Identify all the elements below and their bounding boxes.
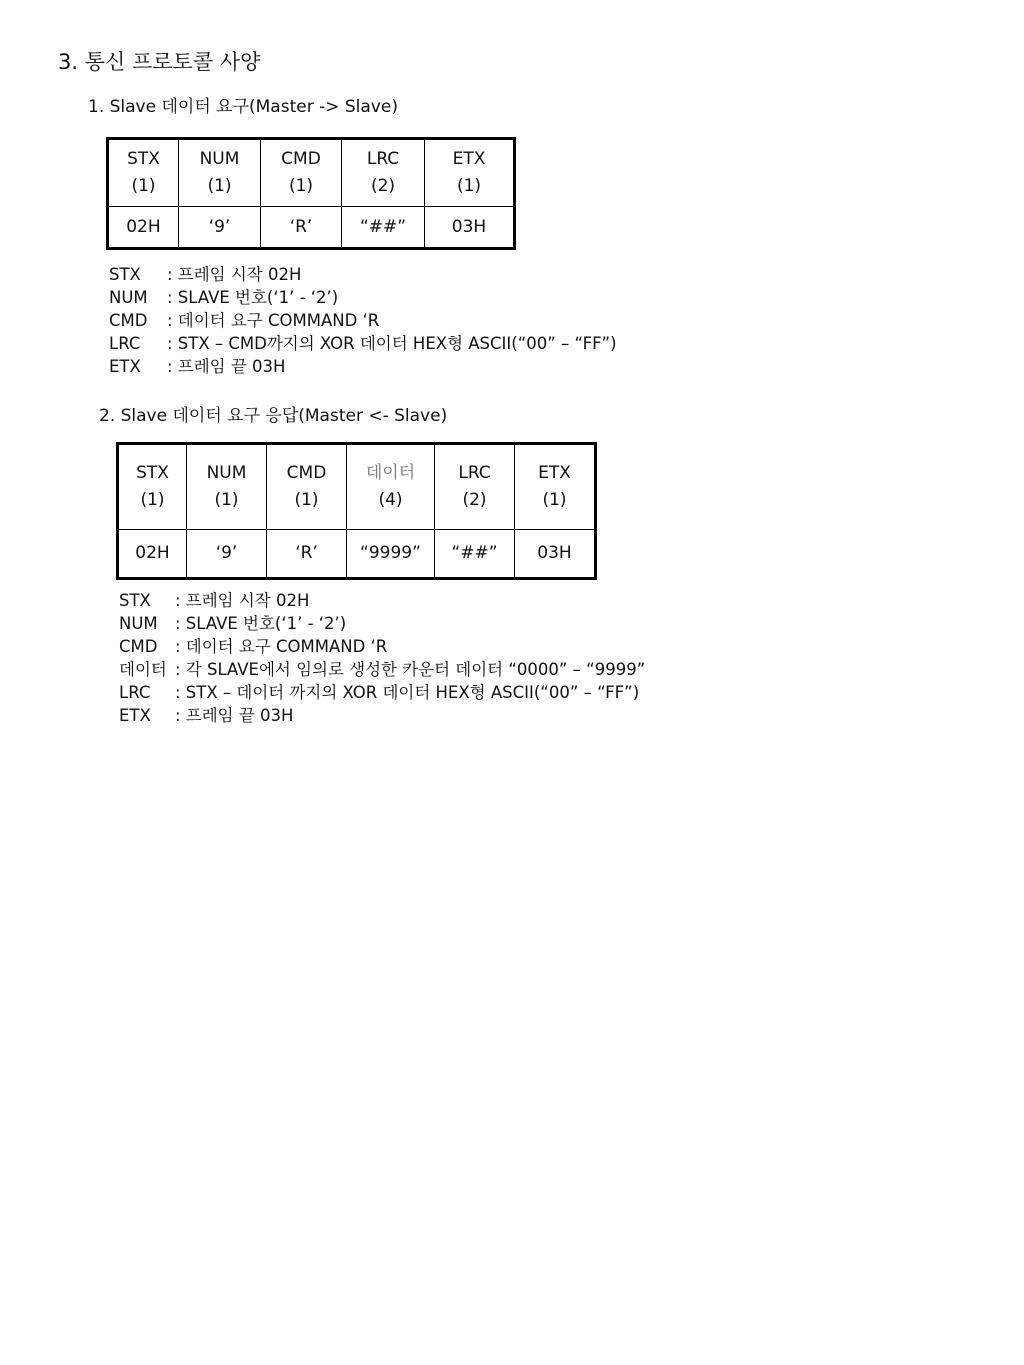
header-cell-etx: ETX (1) <box>425 139 515 207</box>
table-value-row <box>108 207 515 249</box>
header-cell-cmd: CMD (1) <box>267 444 347 530</box>
description-row: STX : 프레임 시작 02H <box>119 591 310 610</box>
value-cell-stx: 02H <box>118 530 187 579</box>
header-cell-lrc: LRC (2) <box>435 444 515 530</box>
description-row: CMD : 데이터 요구 COMMAND ‘R <box>109 311 380 330</box>
value-cell-lrc: “##” <box>342 207 425 249</box>
header-cell-stx: STX (1) <box>118 444 187 530</box>
value-cell-cmd: ‘R’ <box>267 530 347 579</box>
header-cell-num: NUM (1) <box>187 444 267 530</box>
response-section-title: 2. Slave 데이터 요구 응답(Master <- Slave) <box>99 406 448 426</box>
value-cell-etx: 03H <box>515 530 596 579</box>
section-title: 3. 통신 프로토콜 사양 <box>58 50 261 74</box>
header-cell-num: NUM (1) <box>179 139 261 207</box>
value-cell-num: ‘9’ <box>179 207 261 249</box>
description-row: NUM : SLAVE 번호(‘1’ - ‘2’) <box>109 288 339 307</box>
table-header-row <box>118 444 596 530</box>
description-row: STX : 프레임 시작 02H <box>109 265 302 284</box>
header-cell-etx: ETX (1) <box>515 444 596 530</box>
header-cell-data: 데이터 (4) <box>347 444 435 530</box>
table-header-row <box>108 139 515 207</box>
value-cell-lrc: “##” <box>435 530 515 579</box>
value-cell-etx: 03H <box>425 207 515 249</box>
request-frame-table <box>106 137 516 250</box>
description-row: NUM : SLAVE 번호(‘1’ - ‘2’) <box>119 614 347 633</box>
request-section-title: 1. Slave 데이터 요구(Master -> Slave) <box>88 97 398 117</box>
value-cell-stx: 02H <box>108 207 179 249</box>
value-cell-num: ‘9’ <box>187 530 267 579</box>
request-field-descriptions <box>109 263 617 378</box>
value-cell-cmd: ‘R’ <box>261 207 342 249</box>
value-cell-data: “9999” <box>347 530 435 579</box>
header-cell-cmd: CMD (1) <box>261 139 342 207</box>
description-row: LRC : STX – CMD까지의 XOR 데이터 HEX형 ASCII(“00” – “FF”) <box>109 334 617 353</box>
description-row: ETX : 프레임 끝 03H <box>109 357 286 376</box>
response-field-descriptions <box>119 589 645 727</box>
description-row: CMD : 데이터 요구 COMMAND ‘R <box>119 637 388 656</box>
description-row: 데이터 : 각 SLAVE에서 임의로 생성한 카운터 데이터 “0000” – “9999” <box>119 660 646 679</box>
table-value-row <box>118 530 596 579</box>
description-row: ETX : 프레임 끝 03H <box>119 706 294 725</box>
description-row: LRC : STX – 데이터 까지의 XOR 데이터 HEX형 ASCII(“00” – “FF”) <box>119 683 640 702</box>
response-frame-table <box>116 442 597 580</box>
header-cell-lrc: LRC (2) <box>342 139 425 207</box>
header-cell-stx: STX (1) <box>108 139 179 207</box>
